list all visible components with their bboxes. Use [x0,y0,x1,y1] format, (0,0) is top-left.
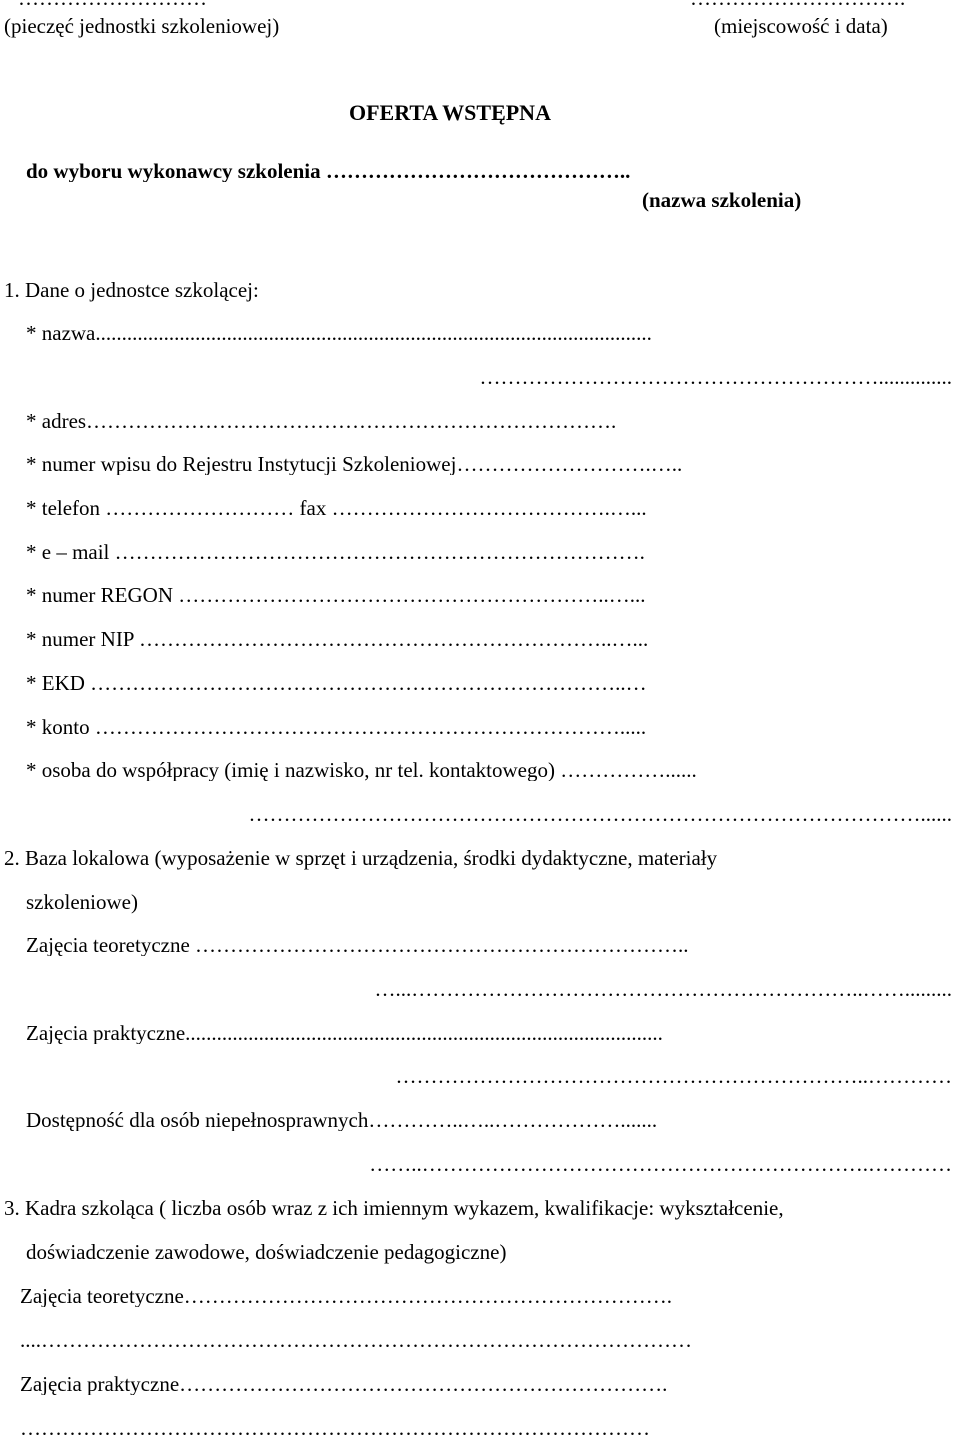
stamp-dots [18,0,338,9]
training-name-line: do wyboru wykonawcy szkolenia …………………………………….. [26,161,631,182]
field-name-continuation: ………………………………………………….............. [479,367,952,388]
place-date-label: (miejscowość i data) [714,14,888,38]
field-email: * e – mail …………………………………………………………………. [26,542,645,563]
training-name-note: (nazwa szkolenia) [642,188,802,212]
field-phone-fax: * telefon ……………………… fax ………………………………….…... [26,498,647,519]
field-name: * nazwa.......................................................................................................... [26,323,652,344]
field-address: * adres…………………………………………………………………. [26,411,617,432]
document-title: OFERTA WSTĘPNA [349,100,551,125]
section-1-heading: 1. Dane o jednostce szkolącej: [4,278,259,302]
accessibility-continuation: ……..……………………………………………………….………… [369,1154,952,1175]
section-3-heading: 3. Kadra szkoląca ( liczba osób wraz z ich imiennym wykazem, kwalifikacje: wykształcenie, [4,1196,784,1220]
staff-theory-continuation: ....………………………………………………………………………………… [20,1330,692,1351]
place-date-dots [690,0,950,9]
field-ris-number: * numer wpisu do Rejestru Instytucji Szkoleniowej……………………….….. [26,454,683,475]
base-practice: Zajęcia praktyczne........................................................................................... [26,1023,663,1044]
field-regon: * numer REGON ……………………………………………………..…... [26,585,646,606]
staff-practice-continuation: ……………………………………………………………………………… [20,1418,650,1439]
field-contact-person-continuation: ……………………………………………………………………………………...... [248,804,952,825]
staff-theory: Zajęcia teoretyczne……………………………………………………………. [20,1286,673,1307]
field-nip: * numer NIP …………………………………………………………..…... [26,629,649,650]
base-theory: Zajęcia teoretyczne …………………………………………………………….. [26,935,689,956]
section-2-heading-line2: szkoleniowe) [26,890,138,914]
base-theory-continuation: …...………………………………………………………..……......... [374,979,952,1000]
field-ekd: * EKD …………………………………………………………………..… [26,673,647,694]
section-2-heading: 2. Baza lokalowa (wyposażenie w sprzęt i urządzenia, środki dydaktyczne, materiały [4,846,718,870]
field-contact-person: * osoba do współpracy (imię i nazwisko, nr tel. kontaktowego) ……………...... [26,760,697,781]
accessibility: Dostępność dla osób niepełnosprawnych…………..…..………………....... [26,1110,658,1131]
section-3-heading-line2: doświadczenie zawodowe, doświadczenie pedagogiczne) [26,1240,507,1264]
field-account: * konto …………………………………………………………………..... [26,717,647,738]
stamp-label: (pieczęć jednostki szkoleniowej) [4,14,280,38]
base-practice-continuation: …………………………………………………………..………… [395,1066,952,1087]
staff-practice: Zajęcia praktyczne……………………………………………………………. [20,1374,668,1395]
